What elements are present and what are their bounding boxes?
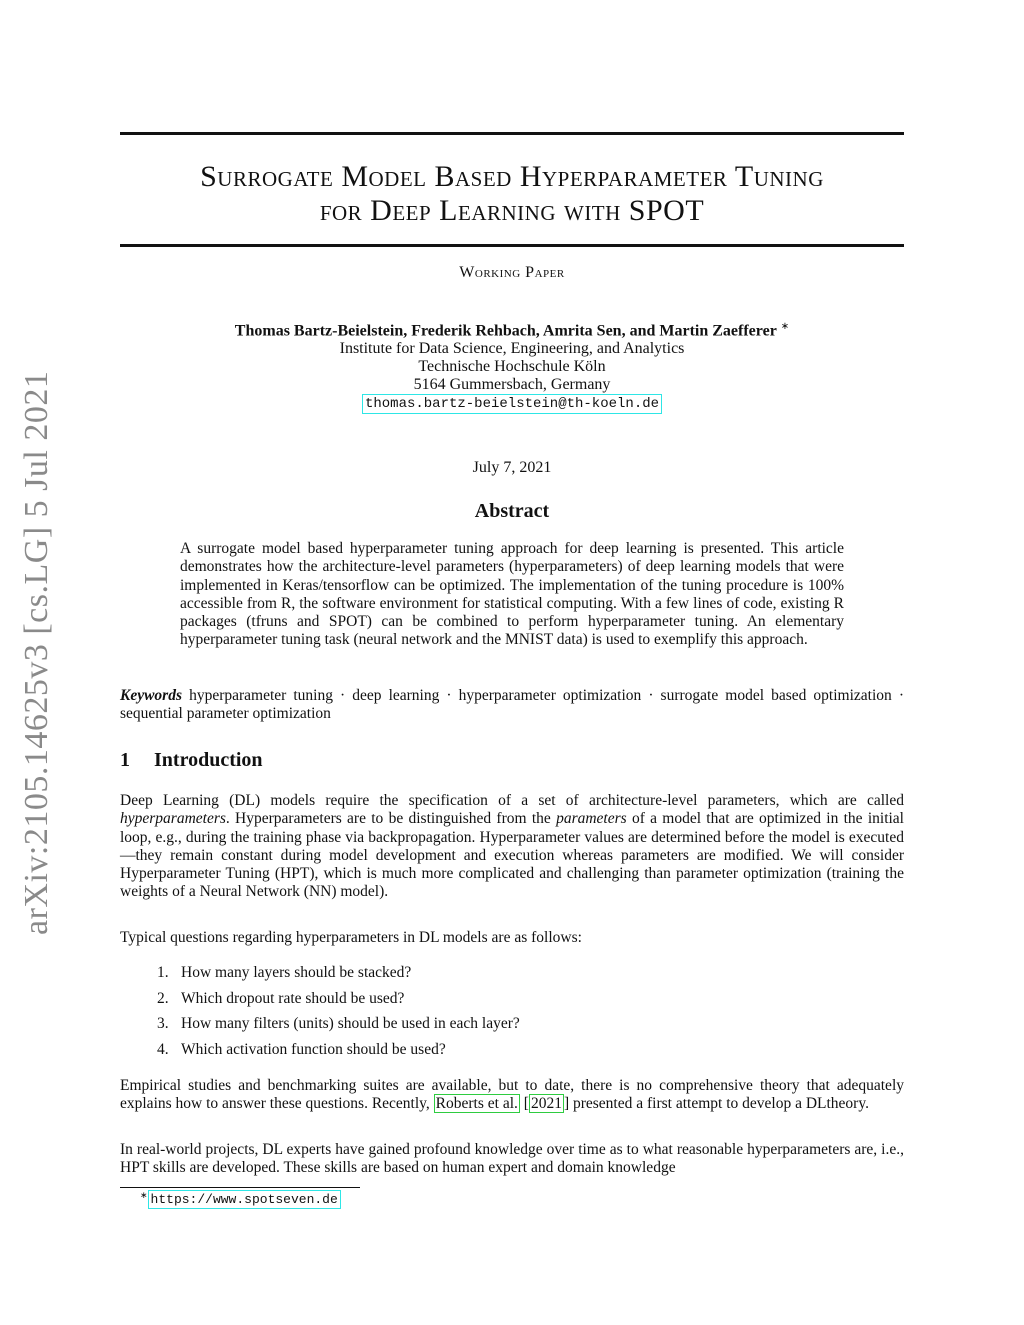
- arxiv-sidebar-stamp: arXiv:2105.14625v3 [cs.LG] 5 Jul 2021: [18, 370, 55, 935]
- footnote: [140, 1190, 341, 1209]
- section-number: 1: [120, 749, 130, 771]
- p3-text-b: presented a first attempt to develop a DLtheory.: [569, 1095, 869, 1113]
- affiliation-line-3: 5164 Gummersbach, Germany: [413, 376, 611, 394]
- section-title: Introduction: [154, 749, 263, 771]
- title-line-1: Surrogate Model Based Hyperparameter Tuning: [200, 160, 824, 193]
- author-footnote-mark: ∗: [780, 321, 790, 332]
- footnote-url-link[interactable]: https://www.spotseven.de: [148, 1190, 341, 1209]
- list-item-text: Which activation function should be used?: [181, 1041, 446, 1059]
- p1-emphasis-hyperparameters: hyperparameters: [120, 810, 226, 828]
- list-item-text: How many layers should be stacked?: [181, 964, 412, 981]
- list-item-number: 1.: [157, 964, 169, 981]
- list-item-number: 3.: [157, 1015, 169, 1033]
- title-rule-top: [120, 132, 904, 135]
- intro-paragraph-3: Empirical studies and benchmarking suites are available, but to date, there is no comprehensive theory that adequately explains how to answer these questions. Recently, Roberts et al. [ 2021 ] presented a first attempt to develop a DLtheory.: [120, 1077, 904, 1113]
- section-heading-introduction: [120, 749, 263, 772]
- p1-emphasis-parameters: parameters: [556, 810, 627, 828]
- paper-title: [120, 160, 904, 228]
- list-item-text: How many filters (units) should be used in each layer?: [181, 1015, 520, 1033]
- footnote-rule: [120, 1187, 360, 1188]
- keywords-text: hyperparameter tuning · deep learning · hyperparameter optimization · surrogate model based optimization · sequential parameter optimization: [120, 687, 904, 723]
- footnote-mark: ∗: [140, 1190, 148, 1200]
- list-item: [157, 990, 520, 1016]
- author-email-link[interactable]: thomas.bartz-beielstein@th-koeln.de: [362, 394, 662, 414]
- paper-subtitle: Working Paper: [459, 264, 565, 281]
- title-rule-bottom: [120, 244, 904, 247]
- citation-year-link[interactable]: 2021: [530, 1095, 562, 1113]
- list-item-text: Which dropout rate should be used?: [181, 989, 405, 1007]
- list-item-number: 4.: [157, 1041, 169, 1059]
- citation-author-link[interactable]: Roberts et al.: [435, 1095, 518, 1113]
- keywords-label: Keywords: [120, 687, 182, 704]
- list-item-number: 2.: [157, 989, 169, 1007]
- abstract-text: A surrogate model based hyperparameter tuning approach for deep learning is presented. This article demonstrates how the architecture-level parameters (hyperparameters) of deep learning models that were implemented in Keras/tensorflow can be optimized. The implementation of the tuning procedure is 100% accessible from R, the software environment for statistical computing. With a few lines of code, existing R packages (tfruns and SPOT) can be combined to perform hyperparameter tuning. An elementary hyperparameter tuning task (neural network and the MNIST data) is used to exemplify this approach.: [180, 540, 844, 649]
- p1-text-a: Deep Learning (DL) models require the specification of a set of architecture-level parameters, which are called: [120, 792, 904, 809]
- paper-date: July 7, 2021: [472, 459, 552, 476]
- intro-paragraph-4: In real-world projects, DL experts have gained profound knowledge over time as to what reasonable hyperparameters are, i.e., HPT skills are developed. These skills are based on human expert and domain knowledge: [120, 1141, 904, 1177]
- author-names: Thomas Bartz-Beielstein, Frederik Rehbach, Amrita Sen, and Martin Zaefferer: [234, 322, 777, 340]
- p3-text-a: Empirical studies and benchmarking suites are available, but to date, there is no comprehensive theory that adequately explains how to answer these questions. Recently,: [120, 1077, 904, 1113]
- intro-paragraph-2: Typical questions regarding hyperparameters in DL models are as follows:: [120, 929, 582, 946]
- list-item: [157, 1041, 520, 1067]
- list-item: [157, 1015, 520, 1041]
- intro-paragraph-1: [120, 792, 904, 902]
- abstract-heading: Abstract: [474, 500, 550, 522]
- questions-list: [157, 964, 520, 1067]
- author-block: [120, 318, 904, 414]
- p1-text-c: of a model that are optimized in the initial loop, e.g., during the training phase via backpropagation. Hyperparameter values are determined before the model is executed—they remain constant during model development and execution whereas parameters are modified. We will consider Hyperparameter Tuning (HPT), which is much more complicated and challenging than parameter optimization (training the weights of a Neural Network (NN) model).: [120, 810, 904, 901]
- title-line-2: for Deep Learning with SPOT: [319, 194, 705, 227]
- affiliation-line-2: Technische Hochschule Köln: [418, 358, 606, 376]
- affiliation-line-1: Institute for Data Science, Engineering, and Analytics: [339, 340, 685, 358]
- p1-text-b: . Hyperparameters are to be distinguished from the: [225, 810, 557, 828]
- keywords-block: [120, 687, 904, 724]
- list-item: [157, 964, 520, 990]
